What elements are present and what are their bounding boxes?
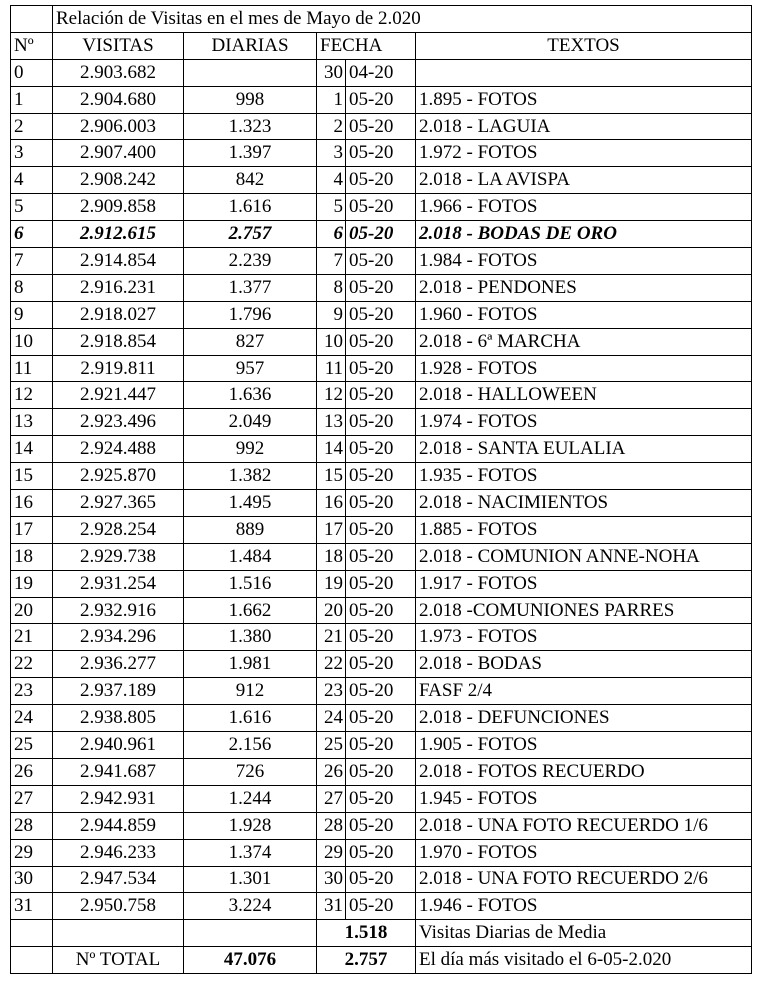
row-diarias: 889: [184, 516, 317, 543]
row-visitas: 2.909.858: [53, 194, 184, 221]
row-month: 05-20: [346, 651, 416, 678]
table-row: [11, 113, 752, 140]
row-number: 27: [11, 785, 53, 812]
table-row: [11, 328, 752, 355]
table-row: [11, 812, 752, 839]
row-text: 1.895 - FOTOS: [416, 86, 752, 113]
row-diarias: 2.757: [184, 221, 317, 248]
row-month: 05-20: [346, 678, 416, 705]
row-visitas: 2.946.233: [53, 839, 184, 866]
row-text: 2.018 - LA AVISPA: [416, 167, 752, 194]
row-number: 21: [11, 624, 53, 651]
row-month: 05-20: [346, 543, 416, 570]
row-diarias: 1.301: [184, 866, 317, 893]
row-diarias: 1.616: [184, 194, 317, 221]
row-day: 16: [317, 490, 346, 517]
row-visitas: 2.929.738: [53, 543, 184, 570]
header-row: [11, 32, 752, 59]
header-diarias: DIARIAS: [184, 32, 317, 59]
row-day: 4: [317, 167, 346, 194]
average-label: Visitas Diarias de Media: [416, 920, 752, 947]
row-number: 0: [11, 59, 53, 86]
row-diarias: 1.636: [184, 382, 317, 409]
row-month: 05-20: [346, 866, 416, 893]
header-n: Nº: [11, 32, 53, 59]
row-month: 05-20: [346, 463, 416, 490]
row-visitas: 2.931.254: [53, 570, 184, 597]
row-month: 05-20: [346, 624, 416, 651]
row-visitas: 2.919.811: [53, 355, 184, 382]
row-text: 1.970 - FOTOS: [416, 839, 752, 866]
row-diarias: [184, 59, 317, 86]
row-visitas: 2.923.496: [53, 409, 184, 436]
row-month: 05-20: [346, 113, 416, 140]
row-diarias: 1.382: [184, 463, 317, 490]
row-visitas: 2.918.854: [53, 328, 184, 355]
row-visitas: 2.907.400: [53, 140, 184, 167]
row-day: 28: [317, 812, 346, 839]
row-number: 28: [11, 812, 53, 839]
row-month: 05-20: [346, 839, 416, 866]
row-month: 05-20: [346, 194, 416, 221]
row-month: 05-20: [346, 785, 416, 812]
row-visitas: 2.908.242: [53, 167, 184, 194]
visits-report: [10, 5, 752, 974]
row-visitas: 2.903.682: [53, 59, 184, 86]
row-diarias: 1.928: [184, 812, 317, 839]
row-visitas: 2.906.003: [53, 113, 184, 140]
table-row: [11, 785, 752, 812]
row-text: 2.018 -COMUNIONES PARRES: [416, 597, 752, 624]
row-visitas: 2.938.805: [53, 705, 184, 732]
row-diarias: 1.323: [184, 113, 317, 140]
row-text: 1.946 - FOTOS: [416, 893, 752, 920]
table-row: [11, 570, 752, 597]
row-month: 05-20: [346, 274, 416, 301]
row-number: 7: [11, 248, 53, 275]
row-number: 10: [11, 328, 53, 355]
row-text: 1.928 - FOTOS: [416, 355, 752, 382]
row-day: 14: [317, 436, 346, 463]
row-day: 25: [317, 732, 346, 759]
row-number: 8: [11, 274, 53, 301]
table-row: [11, 732, 752, 759]
row-month: 05-20: [346, 732, 416, 759]
row-diarias: 998: [184, 86, 317, 113]
row-month: 05-20: [346, 301, 416, 328]
row-number: 29: [11, 839, 53, 866]
row-number: 2: [11, 113, 53, 140]
table-row: [11, 463, 752, 490]
row-diarias: 1.244: [184, 785, 317, 812]
row-diarias: 1.484: [184, 543, 317, 570]
row-month: 05-20: [346, 86, 416, 113]
row-visitas: 2.918.027: [53, 301, 184, 328]
row-visitas: 2.940.961: [53, 732, 184, 759]
table-row: [11, 301, 752, 328]
row-visitas: 2.927.365: [53, 490, 184, 517]
row-number: 16: [11, 490, 53, 517]
row-text: 2.018 - BODAS: [416, 651, 752, 678]
row-day: 3: [317, 140, 346, 167]
table-row: [11, 59, 752, 86]
row-number: 17: [11, 516, 53, 543]
row-month: 05-20: [346, 436, 416, 463]
row-month: 05-20: [346, 248, 416, 275]
row-visitas: 2.921.447: [53, 382, 184, 409]
row-day: 24: [317, 705, 346, 732]
row-text: 2.018 - 6ª MARCHA: [416, 328, 752, 355]
table-row: [11, 409, 752, 436]
table-row: [11, 436, 752, 463]
row-diarias: 992: [184, 436, 317, 463]
data-rows: [11, 59, 752, 920]
row-day: 1: [317, 86, 346, 113]
row-number: 20: [11, 597, 53, 624]
row-month: 04-20: [346, 59, 416, 86]
row-number: 4: [11, 167, 53, 194]
row-day: 7: [317, 248, 346, 275]
max-label: El día más visitado el 6-05-2.020: [416, 947, 752, 974]
total-row: [11, 947, 752, 974]
row-text: 2.018 - HALLOWEEN: [416, 382, 752, 409]
row-number: 18: [11, 543, 53, 570]
row-text: 2.018 - UNA FOTO RECUERDO 2/6: [416, 866, 752, 893]
row-text: 2.018 - FOTOS RECUERDO: [416, 758, 752, 785]
table-row: [11, 705, 752, 732]
row-day: 27: [317, 785, 346, 812]
row-text: 2.018 - PENDONES: [416, 274, 752, 301]
row-visitas: 2.925.870: [53, 463, 184, 490]
row-day: 17: [317, 516, 346, 543]
row-day: 2: [317, 113, 346, 140]
row-text: 2.018 - COMUNION ANNE-NOHA: [416, 543, 752, 570]
row-text: 1.935 - FOTOS: [416, 463, 752, 490]
row-number: 9: [11, 301, 53, 328]
row-number: 23: [11, 678, 53, 705]
row-number: 24: [11, 705, 53, 732]
row-diarias: 827: [184, 328, 317, 355]
row-diarias: 1.516: [184, 570, 317, 597]
row-text: 1.905 - FOTOS: [416, 732, 752, 759]
row-month: 05-20: [346, 812, 416, 839]
average-row: [11, 920, 752, 947]
row-visitas: 2.904.680: [53, 86, 184, 113]
row-diarias: 2.049: [184, 409, 317, 436]
table-row: [11, 221, 752, 248]
row-number: 12: [11, 382, 53, 409]
row-text: 1.966 - FOTOS: [416, 194, 752, 221]
row-day: 18: [317, 543, 346, 570]
row-number: 26: [11, 758, 53, 785]
row-day: 13: [317, 409, 346, 436]
row-visitas: 2.947.534: [53, 866, 184, 893]
header-fecha: FECHA: [317, 32, 416, 59]
row-day: 10: [317, 328, 346, 355]
row-diarias: 726: [184, 758, 317, 785]
row-text: 1.972 - FOTOS: [416, 140, 752, 167]
row-visitas: 2.914.854: [53, 248, 184, 275]
row-visitas: 2.942.931: [53, 785, 184, 812]
row-text: 1.885 - FOTOS: [416, 516, 752, 543]
table-row: [11, 624, 752, 651]
row-visitas: 2.916.231: [53, 274, 184, 301]
row-text: 2.018 - DEFUNCIONES: [416, 705, 752, 732]
average-value: 1.518: [317, 920, 416, 947]
row-day: 21: [317, 624, 346, 651]
row-month: 05-20: [346, 167, 416, 194]
table-row: [11, 839, 752, 866]
table-row: [11, 678, 752, 705]
row-visitas: 2.944.859: [53, 812, 184, 839]
row-diarias: 1.397: [184, 140, 317, 167]
row-day: 26: [317, 758, 346, 785]
row-number: 15: [11, 463, 53, 490]
row-diarias: 1.981: [184, 651, 317, 678]
row-text: 2.018 - LAGUIA: [416, 113, 752, 140]
table-row: [11, 194, 752, 221]
row-day: 9: [317, 301, 346, 328]
row-month: 05-20: [346, 758, 416, 785]
row-diarias: 3.224: [184, 893, 317, 920]
row-month: 05-20: [346, 570, 416, 597]
row-diarias: 1.495: [184, 490, 317, 517]
table-row: [11, 248, 752, 275]
table-row: [11, 893, 752, 920]
row-month: 05-20: [346, 382, 416, 409]
row-day: 23: [317, 678, 346, 705]
row-month: 05-20: [346, 597, 416, 624]
row-text: 1.974 - FOTOS: [416, 409, 752, 436]
row-month: 05-20: [346, 705, 416, 732]
row-month: 05-20: [346, 328, 416, 355]
row-text: 1.984 - FOTOS: [416, 248, 752, 275]
row-diarias: 1.374: [184, 839, 317, 866]
row-text: 1.945 - FOTOS: [416, 785, 752, 812]
table-row: [11, 516, 752, 543]
table-row: [11, 866, 752, 893]
title-row: [11, 6, 752, 33]
table-row: [11, 86, 752, 113]
row-day: 15: [317, 463, 346, 490]
report-title: Relación de Visitas en el mes de Mayo de 2.020: [53, 6, 752, 33]
row-visitas: 2.928.254: [53, 516, 184, 543]
row-day: 11: [317, 355, 346, 382]
table-row: [11, 140, 752, 167]
table-row: [11, 490, 752, 517]
row-number: 31: [11, 893, 53, 920]
row-day: 5: [317, 194, 346, 221]
row-diarias: 957: [184, 355, 317, 382]
row-day: 8: [317, 274, 346, 301]
row-visitas: 2.912.615: [53, 221, 184, 248]
row-day: 29: [317, 839, 346, 866]
row-day: 19: [317, 570, 346, 597]
row-number: 11: [11, 355, 53, 382]
row-text: FASF 2/4: [416, 678, 752, 705]
row-number: 14: [11, 436, 53, 463]
row-diarias: 1.616: [184, 705, 317, 732]
row-day: 6: [317, 221, 346, 248]
row-diarias: 1.377: [184, 274, 317, 301]
row-month: 05-20: [346, 516, 416, 543]
visits-table: [10, 5, 752, 974]
row-month: 05-20: [346, 221, 416, 248]
row-text: 2.018 - UNA FOTO RECUERDO 1/6: [416, 812, 752, 839]
row-number: 19: [11, 570, 53, 597]
row-day: 20: [317, 597, 346, 624]
row-diarias: 2.239: [184, 248, 317, 275]
row-number: 3: [11, 140, 53, 167]
row-day: 30: [317, 866, 346, 893]
row-number: 25: [11, 732, 53, 759]
row-diarias: 2.156: [184, 732, 317, 759]
row-number: 13: [11, 409, 53, 436]
row-text: 1.973 - FOTOS: [416, 624, 752, 651]
row-diarias: 1.662: [184, 597, 317, 624]
row-text: [416, 59, 752, 86]
row-visitas: 2.932.916: [53, 597, 184, 624]
total-label: Nº TOTAL: [53, 947, 184, 974]
row-visitas: 2.934.296: [53, 624, 184, 651]
table-row: [11, 355, 752, 382]
table-row: [11, 597, 752, 624]
row-number: 5: [11, 194, 53, 221]
row-text: 2.018 - SANTA EULALIA: [416, 436, 752, 463]
row-text: 1.917 - FOTOS: [416, 570, 752, 597]
row-visitas: 2.936.277: [53, 651, 184, 678]
row-text: 2.018 - NACIMIENTOS: [416, 490, 752, 517]
row-day: 12: [317, 382, 346, 409]
row-day: 30: [317, 59, 346, 86]
row-month: 05-20: [346, 490, 416, 517]
max-value: 2.757: [317, 947, 416, 974]
row-number: 6: [11, 221, 53, 248]
row-visitas: 2.941.687: [53, 758, 184, 785]
table-row: [11, 167, 752, 194]
row-month: 05-20: [346, 893, 416, 920]
table-row: [11, 758, 752, 785]
table-row: [11, 382, 752, 409]
table-row: [11, 543, 752, 570]
total-value: 47.076: [184, 947, 317, 974]
row-day: 31: [317, 893, 346, 920]
row-diarias: 912: [184, 678, 317, 705]
row-month: 05-20: [346, 409, 416, 436]
row-number: 22: [11, 651, 53, 678]
row-diarias: 1.380: [184, 624, 317, 651]
row-text: 1.960 - FOTOS: [416, 301, 752, 328]
row-visitas: 2.924.488: [53, 436, 184, 463]
header-visitas: VISITAS: [53, 32, 184, 59]
row-diarias: 842: [184, 167, 317, 194]
header-textos: TEXTOS: [416, 32, 752, 59]
row-visitas: 2.950.758: [53, 893, 184, 920]
row-visitas: 2.937.189: [53, 678, 184, 705]
table-row: [11, 651, 752, 678]
row-diarias: 1.796: [184, 301, 317, 328]
row-number: 1: [11, 86, 53, 113]
row-text: 2.018 - BODAS DE ORO: [416, 221, 752, 248]
table-row: [11, 274, 752, 301]
row-month: 05-20: [346, 140, 416, 167]
row-day: 22: [317, 651, 346, 678]
row-number: 30: [11, 866, 53, 893]
row-month: 05-20: [346, 355, 416, 382]
